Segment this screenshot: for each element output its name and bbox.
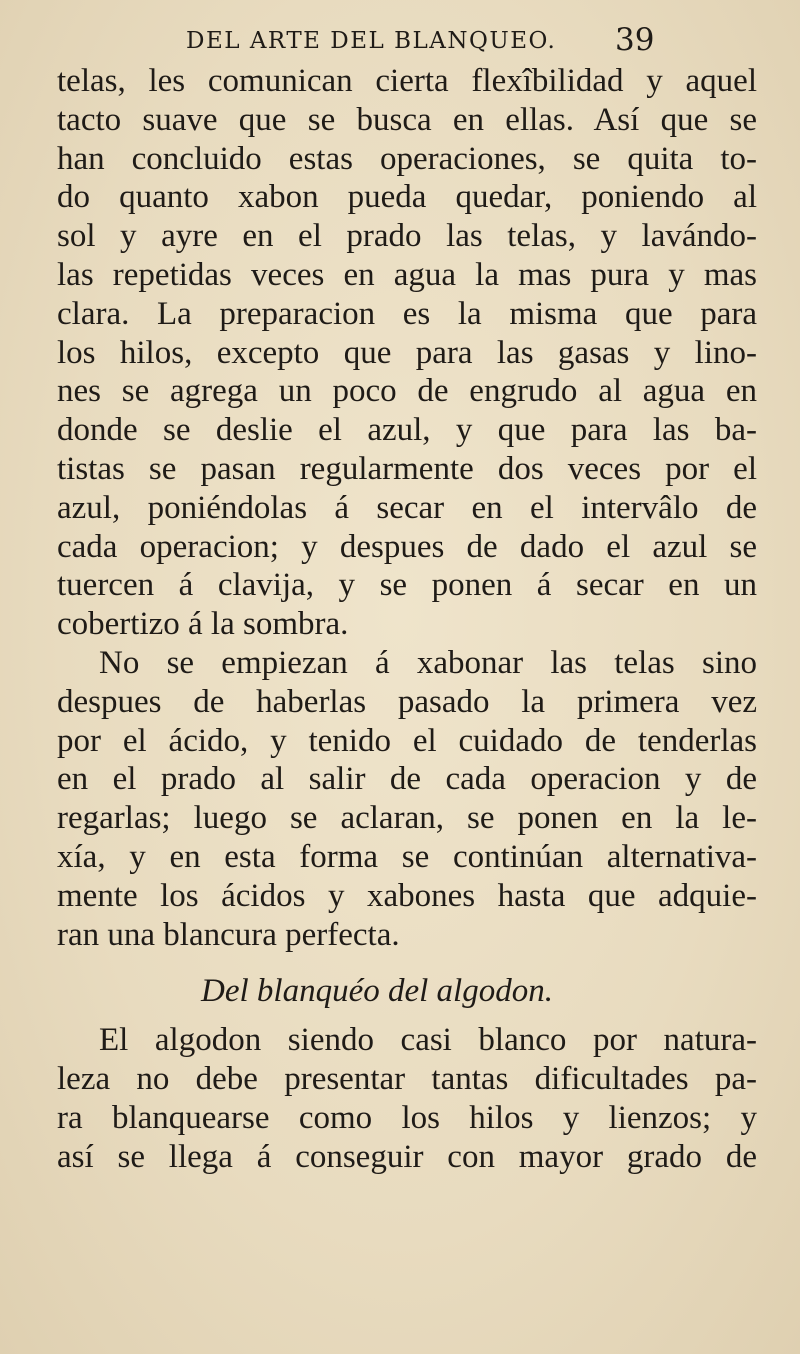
text-line: cada operacion; y despues de dado el azul se (57, 528, 757, 565)
text-line: por el ácido, y tenido el cuidado de tenderlas (57, 722, 757, 759)
text-line: cobertizo á la sombra. (57, 606, 349, 643)
text-line: No se empiezan á xabonar las telas sino (99, 644, 757, 681)
text-line: clara. La preparacion es la misma que para (57, 295, 757, 332)
text-line: do quanto xabon pueda quedar, poniendo al (57, 179, 757, 216)
text-line: ran una blancura perfecta. (57, 916, 400, 953)
text-line: telas, les comunican cierta flexîbilidad y aquel (57, 63, 757, 99)
text-line: donde se deslie el azul, y que para las ba- (57, 412, 757, 449)
paragraph-3 (57, 1021, 757, 1176)
text-line: sol y ayre en el prado las telas, y lavándo- (57, 218, 757, 255)
text-line: tacto suave que se busca en ellas. Así que se (57, 101, 757, 138)
text-line: mente los ácidos y xabones hasta que adquie- (57, 877, 757, 914)
body-text (57, 62, 757, 1176)
text-line: las repetidas veces en agua la mas pura y mas (57, 256, 757, 293)
page-header (0, 22, 800, 66)
text-line: leza no debe presentar tantas dificultades pa- (57, 1060, 757, 1097)
text-line: tuercen á clavija, y se ponen á secar en un (57, 567, 757, 604)
text-line: xía, y en esta forma se continúan alternativa- (57, 838, 757, 875)
paragraph-1 (57, 62, 757, 644)
text-line: regarlas; luego se aclaran, se ponen en la le- (57, 800, 757, 837)
section-subheading: Del blanquéo del algodon. (201, 973, 553, 1010)
text-line: azul, poniéndolas á secar en el intervâlo de (57, 489, 757, 526)
text-line: en el prado al salir de cada operacion y de (57, 761, 757, 798)
text-line: nes se agrega un poco de engrudo al agua en (57, 373, 757, 410)
text-line: tistas se pasan regularmente dos veces por el (57, 450, 757, 487)
text-line: han concluido estas operaciones, se quita to- (57, 140, 757, 177)
text-line: ra blanquearse como los hilos y lienzos; y (57, 1099, 757, 1136)
text-line: los hilos, excepto que para las gasas y lino- (57, 334, 757, 371)
text-line: El algodon siendo casi blanco por natura- (99, 1022, 757, 1059)
text-line: despues de haberlas pasado la primera vez (57, 683, 757, 720)
running-head: DEL ARTE DEL BLANQUEO. (186, 28, 557, 54)
text-line: así se llega á conseguir con mayor grado de (57, 1138, 757, 1175)
page-number: 39 (615, 22, 655, 58)
paragraph-2 (57, 644, 757, 954)
